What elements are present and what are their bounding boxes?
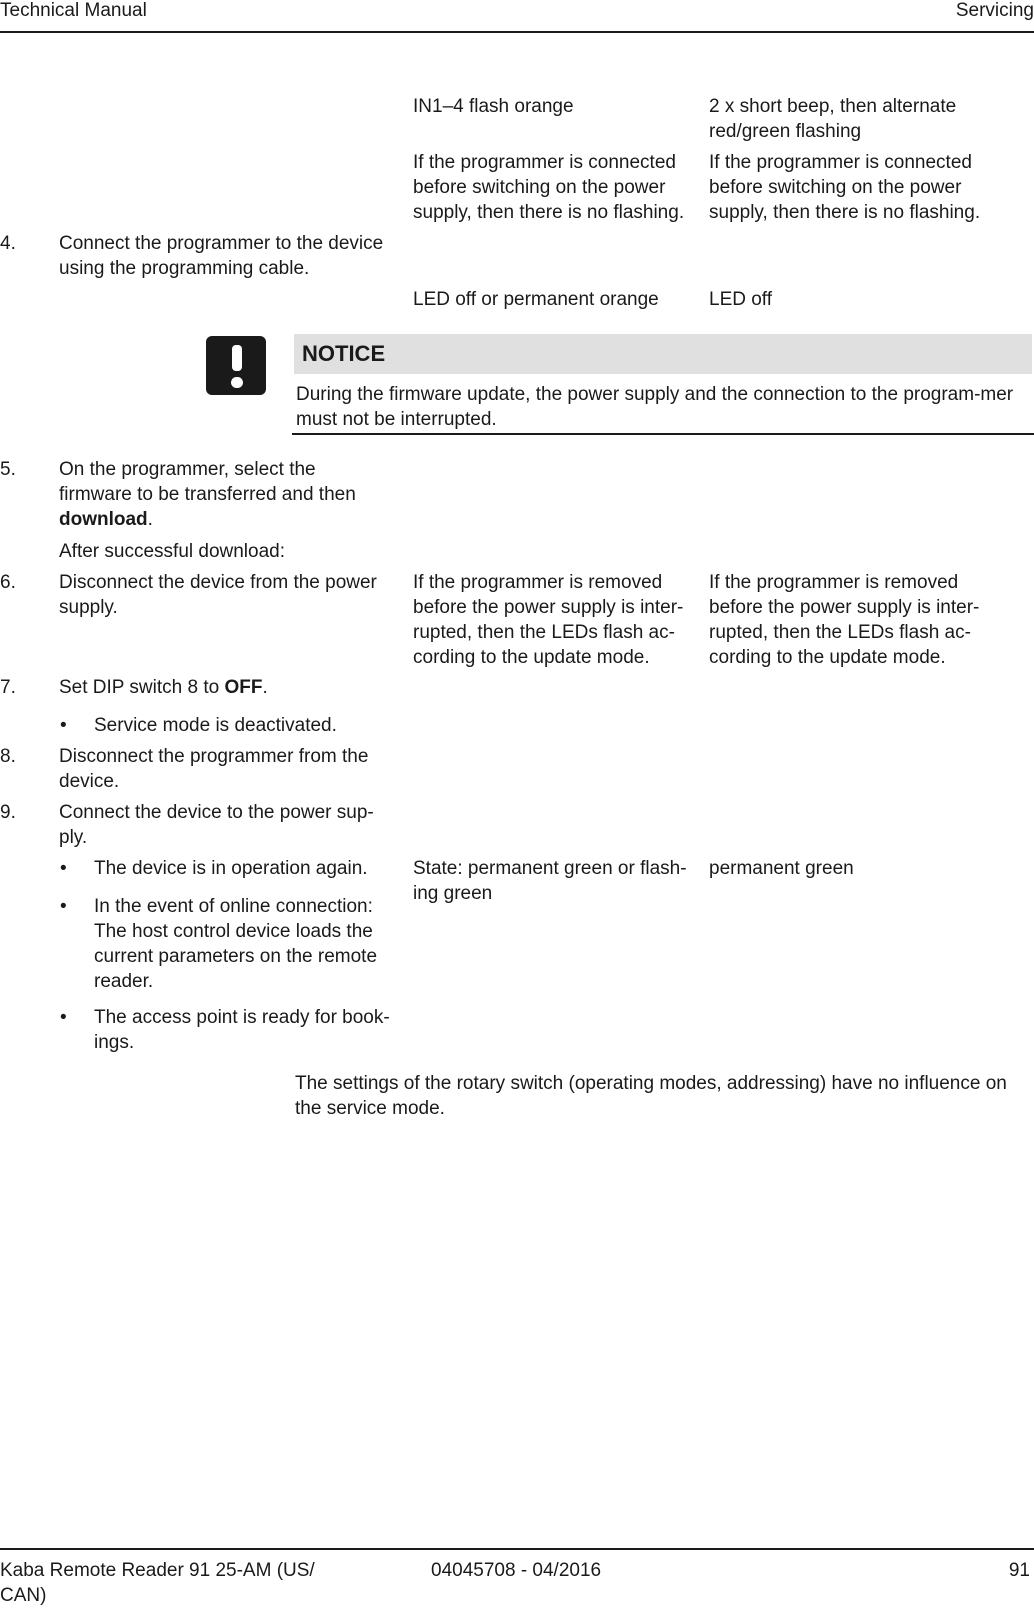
notice-rule bbox=[292, 433, 1034, 435]
signal-cell: If the programmer is connected before switching on the power supply, then there is no flashing. bbox=[709, 152, 981, 223]
led-state-cell: LED off or permanent orange bbox=[413, 289, 659, 310]
footer-product: Kaba Remote Reader 91 25-AM (US/ CAN) bbox=[0, 1560, 315, 1606]
bullet-mark: • bbox=[60, 1007, 67, 1028]
bullet-text: Service mode is deactivated. bbox=[94, 715, 337, 736]
header-title: Technical Manual bbox=[0, 0, 147, 21]
header-section: Servicing bbox=[955, 0, 1034, 21]
step-number: 4. bbox=[0, 233, 16, 254]
off-keyword: OFF bbox=[224, 677, 263, 698]
step-text: Connect the device to the power sup-ply. bbox=[59, 802, 374, 848]
led-state-cell: If the programmer is removed before the power supply is inter-rupted, then the LEDs flash ac-cording to the update mode. bbox=[413, 572, 684, 668]
footer-doc-number: 04045708 - 04/2016 bbox=[431, 1560, 602, 1581]
step-number: 5. bbox=[0, 459, 16, 480]
step-number: 8. bbox=[0, 746, 16, 767]
step-number: 9. bbox=[0, 802, 16, 823]
bullet-mark: • bbox=[60, 896, 67, 917]
download-keyword: download bbox=[59, 509, 148, 530]
bullet-text: The device is in operation again. bbox=[94, 858, 368, 879]
signal-cell: permanent green bbox=[709, 858, 854, 879]
led-state-cell: If the programmer is connected before switching on the power supply, then there is no flashing. bbox=[413, 152, 685, 223]
header-rule bbox=[0, 31, 1034, 33]
bullet-mark: • bbox=[60, 715, 67, 736]
step-number: 7. bbox=[0, 677, 16, 698]
bullet-mark: • bbox=[60, 858, 67, 879]
bullet-text: The access point is ready for book-ings. bbox=[94, 1007, 390, 1053]
signal-cell: LED off bbox=[709, 289, 773, 310]
notice-text: During the firmware update, the power supply and the connection to the program-mer must not be interrupted. bbox=[296, 384, 1014, 430]
led-state-cell: IN1–4 flash orange bbox=[413, 96, 574, 117]
bullet-text: In the event of online connection: The host control device loads the current parameters on the remote reader. bbox=[94, 896, 378, 992]
step-text: Disconnect the device from the power supply. bbox=[59, 572, 377, 618]
exclamation-icon bbox=[206, 336, 266, 395]
step-number: 6. bbox=[0, 572, 16, 593]
step-text: Set DIP switch 8 to OFF. bbox=[59, 677, 268, 698]
step-text: Connect the programmer to the device using the programming cable. bbox=[59, 233, 384, 279]
step-text: On the programmer, select the firmware to be transferred and then download. bbox=[59, 459, 356, 530]
footer-rule bbox=[0, 1548, 1034, 1550]
after-download-label: After successful download: bbox=[59, 541, 286, 562]
page-number: 91 bbox=[1008, 1560, 1030, 1581]
step-text: Disconnect the programmer from the device. bbox=[59, 746, 369, 792]
closing-note: The settings of the rotary switch (operating modes, addressing) have no influence on the service mode. bbox=[295, 1073, 1007, 1119]
led-state-cell: State: permanent green or flash-ing green bbox=[413, 858, 687, 904]
signal-cell: 2 x short beep, then alternate red/green flashing bbox=[709, 96, 957, 142]
notice-title: NOTICE bbox=[294, 334, 1032, 374]
signal-cell: If the programmer is removed before the power supply is inter-rupted, then the LEDs flash ac-cording to the update mode. bbox=[709, 572, 980, 668]
